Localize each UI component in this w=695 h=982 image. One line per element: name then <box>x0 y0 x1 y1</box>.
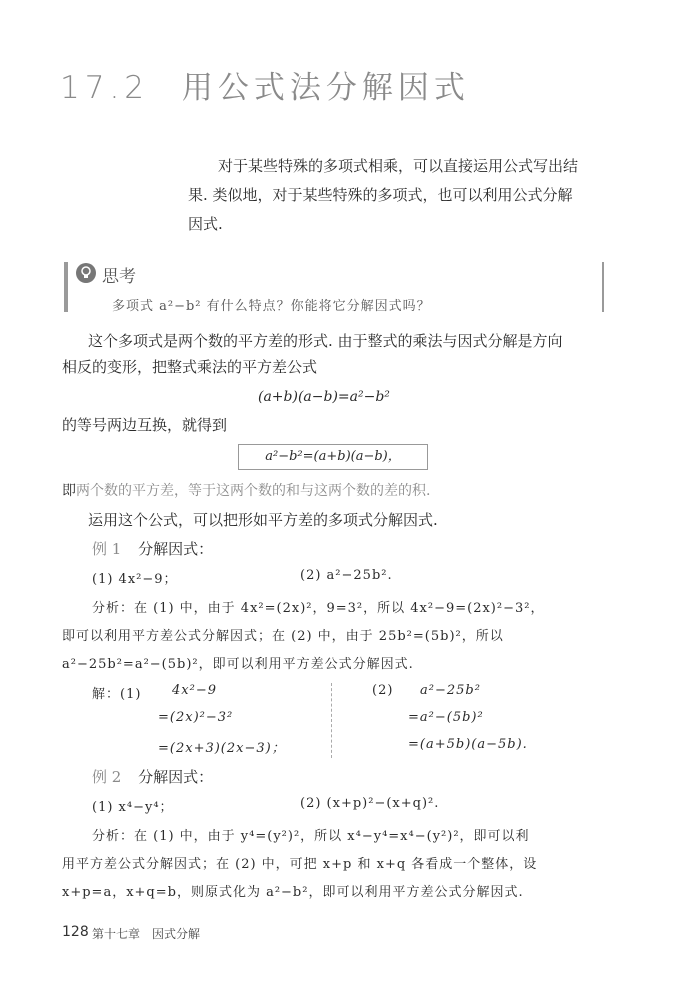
page-number: 128 <box>62 924 89 940</box>
example1-header <box>92 536 213 562</box>
think-box-right-bar <box>602 262 604 312</box>
example2-analysis-2: 用平方差公式分解因式；在 (2) 中，可把 x+p 和 x+q 各看成一个整体，设 <box>62 857 538 872</box>
example2-q2: (2) (x+p)²−(x+q)². <box>300 796 440 811</box>
example1-label: 例 1 <box>92 540 122 558</box>
solution-divider <box>331 683 332 758</box>
boxed-formula: a²−b²=(a+b)(a−b)， <box>238 444 428 470</box>
formula-difference-of-squares: (a+b)(a−b)=a²−b² <box>258 389 390 405</box>
solution1-line1: 4x²−9 <box>172 683 217 698</box>
example2-analysis-1: 分析：在 (1) 中，由于 y⁴=(y²)²，所以 x⁴−y⁴=x⁴−(y²)²，即可以利 <box>92 829 530 844</box>
rule-statement <box>62 478 430 504</box>
solution-label: 解：(1) <box>92 687 142 702</box>
intro-line-3: 因式. <box>188 215 223 233</box>
example1-prompt: 分解因式： <box>138 540 214 558</box>
section-number: 17.2 <box>60 70 150 106</box>
think-question: 多项式 a²−b² 有什么特点？你能将它分解因式吗？ <box>112 299 431 314</box>
chapter-label: 第十七章 因式分解 <box>92 927 201 941</box>
solution1-line2: =(2x)²−3² <box>158 710 234 725</box>
solution2-line3: =(a+5b)(a−5b). <box>408 737 528 752</box>
intro-line-2: 果. 类似地，对于某些特殊的多项式，也可以利用公式分解 <box>188 186 573 204</box>
example1-analysis-1: 分析：在 (1) 中，由于 4x²=(2x)²，9=3²，所以 4x²−9=(2x)²−3²， <box>92 601 545 616</box>
example2-q1: (1) x⁴−y⁴； <box>92 800 174 815</box>
body-p1-line2: 相反的变形，把整式乘法的平方差公式 <box>62 358 318 376</box>
think-title: 思考 <box>102 267 136 287</box>
solution2-label: (2) <box>372 683 394 698</box>
solution2-line1: a²−25b² <box>420 683 481 698</box>
example1-q1: (1) 4x²−9； <box>92 572 178 587</box>
section-title: 用公式法分解因式 <box>181 70 470 106</box>
section-heading <box>60 62 470 107</box>
example1-analysis-3: a²−25b²=a²−(5b)²，即可以利用平方差公式分解因式. <box>62 657 414 672</box>
body-p1-line1: 这个多项式是两个数的平方差的形式. 由于整式的乘法与因式分解是方向 <box>88 332 563 350</box>
example2-label: 例 2 <box>92 768 122 786</box>
think-box-left-bar <box>64 262 68 312</box>
solution1-line3: =(2x+3)(2x−3)； <box>158 741 286 756</box>
example2-header <box>92 764 213 790</box>
lightbulb-icon <box>76 263 96 283</box>
rule-text: 两个数的平方差，等于这两个数的和与这两个数的差的积. <box>76 483 431 499</box>
example1-q2: (2) a²−25b². <box>300 568 393 583</box>
solution2-line2: =a²−(5b)² <box>408 710 484 725</box>
example2-analysis-3: x+p=a，x+q=b，则原式化为 a²−b²，即可以利用平方差公式分解因式. <box>62 885 524 900</box>
example2-prompt: 分解因式： <box>138 768 214 786</box>
example1-analysis-2: 即可以利用平方差公式分解因式；在 (2) 中，由于 25b²=(5b)²，所以 <box>62 629 504 644</box>
body-p3: 运用这个公式，可以把形如平方差的多项式分解因式. <box>88 511 438 529</box>
body-p2: 的等号两边互换，就得到 <box>62 416 228 434</box>
rule-prefix: 即 <box>62 483 76 499</box>
intro-line-1: 对于某些特殊的多项式相乘，可以直接运用公式写出结 <box>218 157 579 175</box>
